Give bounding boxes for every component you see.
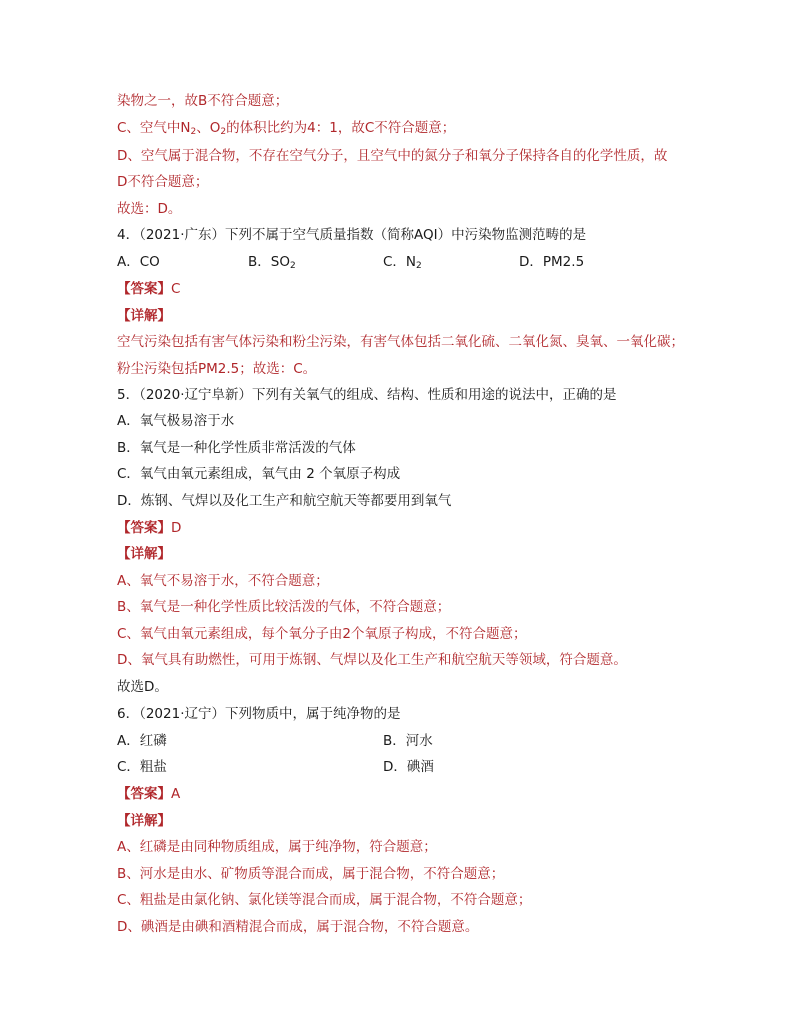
subscript: 2 — [289, 261, 296, 271]
option-a: A．红磷 — [117, 733, 167, 749]
detail-tag: 【详解】 — [117, 546, 171, 562]
text-fragment: C、空气中N — [117, 120, 191, 136]
option-c: C．氧气由氧元素组成，氧气由 2 个氧原子构成 — [117, 466, 401, 482]
option-b — [248, 252, 296, 272]
answer-tag: 【答案】 — [117, 520, 171, 536]
explain-line: 故选：D。 — [117, 201, 182, 217]
detail-line: B、氧气是一种化学性质比较活泼的气体，不符合题意； — [117, 599, 451, 615]
option-c — [383, 252, 422, 272]
detail-tag: 【详解】 — [117, 308, 171, 324]
text-fragment: C．N — [383, 254, 417, 270]
option-a: A．CO — [117, 254, 160, 270]
detail-line: C、粗盐是由氯化钠、氯化镁等混合而成，属于混合物，不符合题意； — [117, 892, 532, 908]
option-c: C．粗盐 — [117, 759, 167, 775]
subscript: 2 — [416, 261, 422, 271]
option-d: D．炼钢、气焊以及化工生产和航空航天等都要用到氧气 — [117, 493, 452, 509]
option-b: B．氧气是一种化学性质非常活泼的气体 — [117, 440, 356, 456]
detail-line: A、红磷是由同种物质组成，属于纯净物，符合题意； — [117, 839, 437, 855]
answer-line — [117, 518, 181, 538]
detail-line: D、碘酒是由碘和酒精混合而成，属于混合物，不符合题意。 — [117, 919, 479, 935]
text-fragment: 、O — [196, 120, 221, 136]
text-fragment: 的体积比约为4：1，故C不符合题意； — [226, 120, 456, 136]
answer-value: D — [171, 520, 182, 536]
detail-line: 故选D。 — [117, 679, 168, 695]
question-stem: 4．（2021·广东）下列不属于空气质量指数（简称AQI）中污染物监测范畴的是 — [117, 227, 587, 243]
detail-line: B、河水是由水、矿物质等混合而成，属于混合物，不符合题意； — [117, 866, 505, 882]
answer-value: A — [171, 786, 181, 802]
detail-line: 粉尘污染包括PM2.5；故选：C。 — [117, 361, 317, 377]
explain-line: D、空气属于混合物，不存在空气分子，且空气中的氮分子和氧分子保持各自的化学性质，故 — [117, 148, 668, 164]
explain-line — [117, 118, 455, 138]
text-fragment: B．SO — [248, 254, 290, 270]
detail-line: C、氧气由氧元素组成，每个氧分子由2个氧原子构成，不符合题意； — [117, 626, 527, 642]
answer-value: C — [171, 281, 181, 297]
detail-line: D、氧气具有助燃性，可用于炼钢、气焊以及化工生产和航空航天等领域，符合题意。 — [117, 652, 627, 668]
question-stem: 5．（2020·辽宁阜新）下列有关氧气的组成、结构、性质和用途的说法中，正确的是 — [117, 387, 617, 403]
subscript: 2 — [190, 127, 197, 137]
option-d: D．PM2.5 — [519, 254, 585, 270]
answer-line — [117, 784, 180, 804]
explain-line: 染物之一，故B不符合题意； — [117, 93, 289, 109]
detail-line: 空气污染包括有害气体污染和粉尘污染，有害气体包括二氧化硫、二氧化氮、臭氧、一氧化碳； — [117, 334, 684, 350]
question-stem: 6．（2021·辽宁）下列物质中，属于纯净物的是 — [117, 706, 401, 722]
option-a: A．氧气极易溶于水 — [117, 413, 235, 429]
answer-tag: 【答案】 — [117, 786, 171, 802]
detail-tag: 【详解】 — [117, 813, 171, 829]
explain-line: D不符合题意； — [117, 174, 209, 190]
option-d: D．碘酒 — [383, 759, 434, 775]
answer-tag: 【答案】 — [117, 281, 171, 297]
subscript: 2 — [220, 127, 227, 137]
answer-line — [117, 279, 180, 299]
detail-line: A、氧气不易溶于水，不符合题意； — [117, 573, 329, 589]
option-b: B．河水 — [383, 733, 433, 749]
